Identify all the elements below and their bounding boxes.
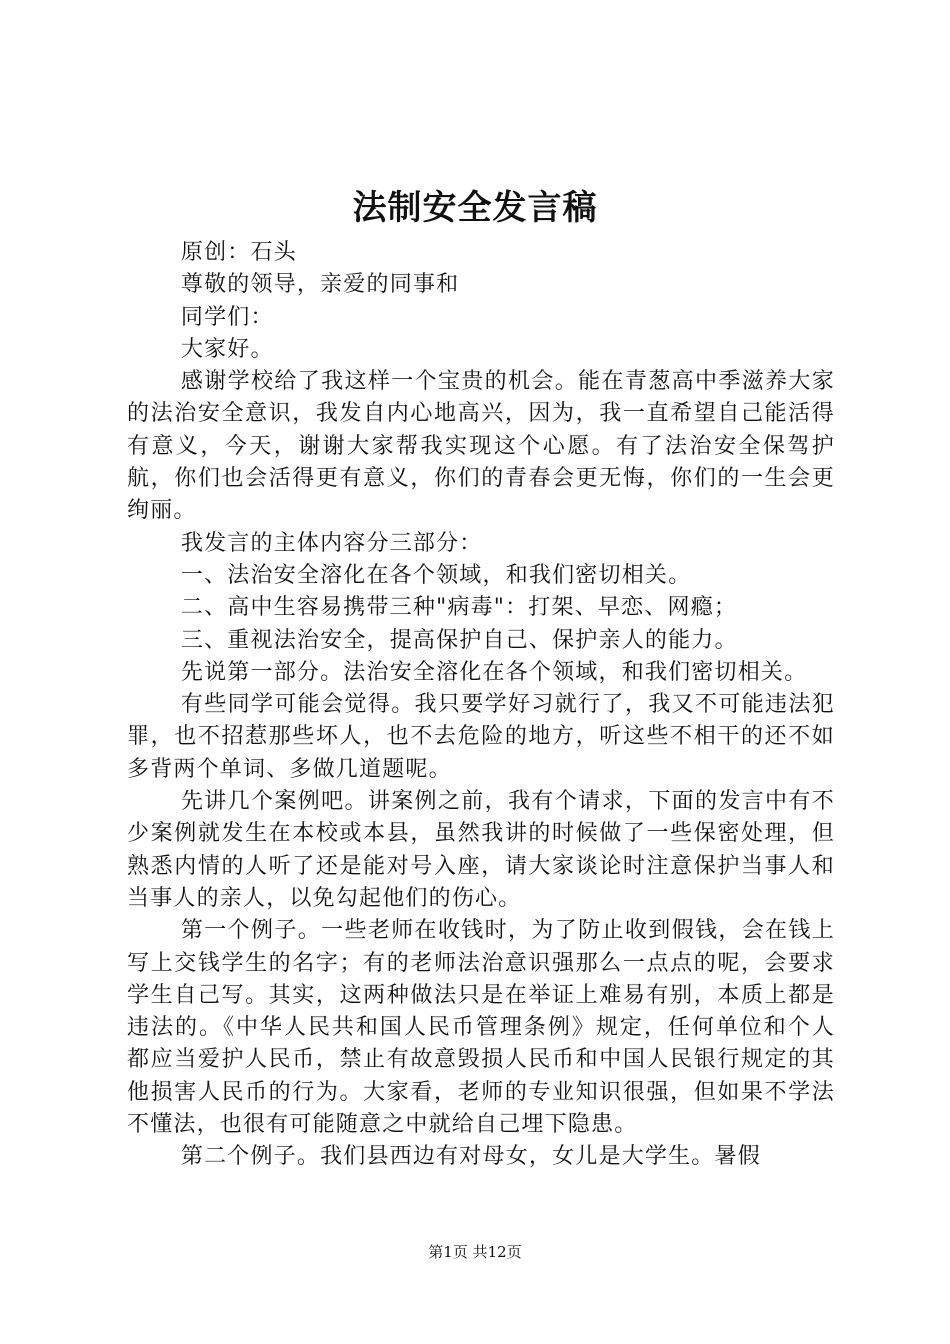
outline-item: 三、重视法治安全，提高保护自己、保护亲人的能力。 <box>180 627 738 653</box>
body-paragraph: 第一个例子。一些老师在收钱时，为了防止收到假钱，会在钱上写上交钱学生的名字；有的老师法治意识强那么一点点的呢，会要求学生自己写。其实，这两种做法只是在举证上难易有别，本质上都是违法的。《中华人民共和国人民币管理条例》规定，任何单位和个人都应当爱护人民币，禁止有故意毁损人民币和中国人民银行规定的其他损害人民币的行为。大家看，老师的专业知识很强，但如果不学法不懂法，也很有可能随意之中就给自己埋下隐患。 <box>127 918 835 1138</box>
body-paragraph: 先说第一部分。法治安全溶化在各个领域，和我们密切相关。 <box>180 659 808 685</box>
body-paragraph: 有些同学可能会觉得。我只要学好习就行了，我又不可能违法犯罪，也不招惹那些坏人，也不去危险的地方，听这些不相干的还不如多背两个单词、多做几道题呢。 <box>127 692 835 782</box>
body-paragraph: 第二个例子。我们县西边有对母女，女儿是大学生。暑假 <box>180 1144 761 1170</box>
document-title: 法制安全发言稿 <box>352 188 598 228</box>
body-paragraph: 先讲几个案例吧。讲案例之前，我有个请求，下面的发言中有不少案例就发生在本校或本县，虽然我讲的时候做了一些保密处理，但熟悉内情的人听了还是能对号入座，请大家谈论时注意保护当事人和当事人的亲人，以免勾起他们的伤心。 <box>127 789 835 911</box>
page-footer: 第1页 共12页 <box>428 1243 522 1261</box>
salutation-line: 同学们： <box>180 304 274 330</box>
greeting-line: 大家好。 <box>180 336 274 362</box>
body-paragraph: 感谢学校给了我这样一个宝贵的机会。能在青葱高中季滋养大家的法治安全意识，我发自内心地高兴，因为，我一直希望自己能活得有意义，今天，谢谢大家帮我实现这个心愿。有了法治安全保驾护航，你们也会活得更有意义，你们的青春会更无悔，你们的一生会更绚丽。 <box>127 369 835 524</box>
body-paragraph: 我发言的主体内容分三部分： <box>180 530 483 556</box>
outline-item: 二、高中生容易携带三种"病毒"：打架、早恋、网瘾； <box>180 595 738 621</box>
document-body <box>127 237 835 1174</box>
salutation-line: 尊敬的领导，亲爱的同事和 <box>180 272 460 298</box>
outline-item: 一、法治安全溶化在各个领域，和我们密切相关。 <box>180 562 692 588</box>
author-line: 原创：石头 <box>180 240 297 265</box>
